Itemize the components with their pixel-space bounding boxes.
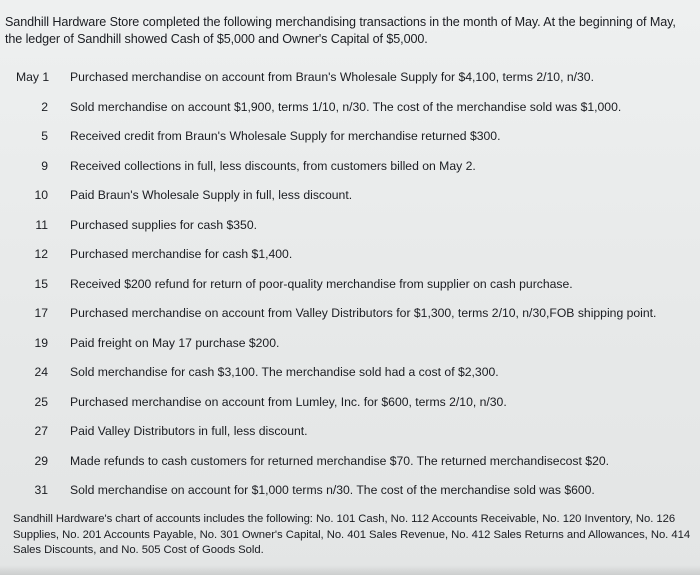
transaction-row	[0, 332, 700, 362]
transaction-date: 2	[41, 99, 48, 114]
transaction-row	[0, 184, 700, 214]
transaction-text: Purchased merchandise on account from Braun's Wholesale Supply for $4,100, terms 2/10, n/30.	[70, 70, 594, 84]
transaction-row	[0, 273, 700, 303]
transaction-row	[0, 302, 700, 332]
transaction-text: Sold merchandise on account for $1,000 terms n/30. The cost of the merchandise sold was $600.	[70, 483, 595, 497]
transaction-date: 12	[34, 247, 48, 261]
transaction-text: Paid Valley Distributors in full, less discount.	[70, 424, 308, 438]
transaction-text: Sold merchandise for cash $3,100. The merchandise sold had a cost of $2,300.	[70, 365, 499, 379]
page-edge-shadow	[0, 565, 700, 575]
transaction-row	[0, 96, 700, 126]
transaction-row	[0, 125, 700, 155]
transaction-list	[0, 66, 700, 509]
transaction-date: 11	[35, 217, 48, 232]
transaction-date: 9	[41, 158, 48, 173]
transaction-text: Purchased merchandise on account from Valley Distributors for $1,300, terms 2/10, n/30,FOB shipping point.	[70, 306, 657, 320]
transaction-row	[0, 479, 700, 509]
transaction-date: 10	[34, 188, 48, 202]
transaction-date: 5	[41, 129, 48, 143]
transaction-row	[0, 361, 700, 391]
transaction-date: 25	[34, 394, 48, 409]
transaction-row	[0, 391, 700, 421]
transaction-text: Sold merchandise on account $1,900, terms 1/10, n/30. The cost of the merchandise sold was $1,000.	[70, 99, 622, 114]
chart-of-accounts-note: Sandhill Hardware's chart of accounts includes the following: No. 101 Cash, No. 112 Accounts Receivable, No. 120 Inventory, No. 126 Supplies, No. 201 Accounts Payable, No. 301 Owner's Capital, No. 401 Sales Revenue, No. 412 Sales Returns and Allowances, No. 414 Sales Discounts, and No. 505 Cost of Goods Sold.	[13, 513, 691, 556]
transaction-text: Purchased merchandise on account from Lumley, Inc. for $600, terms 2/10, n/30.	[70, 394, 507, 409]
transaction-date: 27	[34, 424, 48, 438]
transaction-text: Received collections in full, less discounts, from customers billed on May 2.	[70, 158, 476, 173]
transaction-text: Received $200 refund for return of poor-quality merchandise from supplier on cash purchase.	[70, 276, 573, 291]
transaction-row	[0, 66, 700, 96]
transaction-row	[0, 420, 700, 450]
transaction-text: Purchased merchandise for cash $1,400.	[70, 247, 293, 261]
transaction-date: 19	[34, 335, 48, 350]
transaction-date: 15	[34, 276, 48, 291]
transaction-text: Paid freight on May 17 purchase $200.	[70, 335, 280, 350]
transaction-date: 17	[34, 306, 48, 320]
transaction-text: Purchased supplies for cash $350.	[70, 217, 257, 232]
transaction-text: Made refunds to cash customers for returned merchandise $70. The returned merchandisecost $20.	[70, 453, 610, 468]
problem-intro: Sandhill Hardware Store completed the following merchandising transactions in the month of May. At the beginning of May, the ledger of Sandhill showed Cash of $5,000 and Owner's Capital of $5,000.	[5, 15, 676, 46]
transaction-row	[0, 450, 700, 480]
transaction-date: 29	[34, 453, 48, 468]
transaction-row	[0, 243, 700, 273]
transaction-text: Paid Braun's Wholesale Supply in full, less discount.	[70, 188, 353, 202]
transaction-date: May 1	[16, 70, 50, 84]
transaction-date: 31	[34, 483, 48, 497]
transaction-text: Received credit from Braun's Wholesale Supply for merchandise returned $300.	[70, 129, 501, 143]
transaction-row	[0, 214, 700, 244]
transaction-date: 24	[34, 365, 48, 379]
transaction-row	[0, 155, 700, 185]
